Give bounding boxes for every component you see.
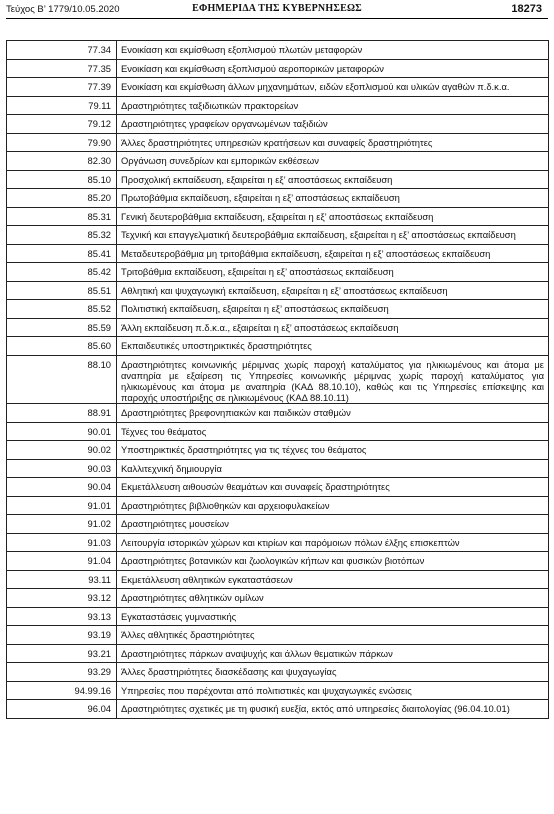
- activity-code: 85.52: [7, 300, 117, 319]
- activity-description: Δραστηριότητες μουσείων: [117, 515, 549, 534]
- activity-description: Άλλες δραστηριότητες υπηρεσιών κρατήσεων και συναφείς δραστηριότητες: [117, 133, 549, 152]
- table-row: [7, 552, 549, 571]
- activity-description: Δραστηριότητες σχετικές με τη φυσική ευεξία, εκτός από υπηρεσίες διαιτολογίας (96.04.10.01): [117, 700, 549, 719]
- table-row: [7, 422, 549, 441]
- activity-description: Μεταδευτεροβάθμια μη τριτοβάθμια εκπαίδευση, εξαιρείται η εξ’ αποστάσεως εκπαίδευση: [117, 244, 549, 263]
- activity-code: 88.10: [7, 355, 117, 404]
- activity-codes-table: [6, 40, 549, 719]
- table-row: [7, 626, 549, 645]
- table-row: [7, 570, 549, 589]
- activity-description: Πρωτοβάθμια εκπαίδευση, εξαιρείται η εξ’ αποστάσεως εκπαίδευση: [117, 189, 549, 208]
- activity-description: Δραστηριότητες βοτανικών και ζωολογικών κήπων και φυσικών βιοτόπων: [117, 552, 549, 571]
- activity-description: Δραστηριότητες ταξιδιωτικών πρακτορείων: [117, 96, 549, 115]
- table-row: [7, 152, 549, 171]
- activity-code: 93.19: [7, 626, 117, 645]
- table-row: [7, 663, 549, 682]
- issue-label: Τεύχος Β’ 1779/10.05.2020: [6, 4, 120, 15]
- activity-description: Εκμετάλλευση αθλητικών εγκαταστάσεων: [117, 570, 549, 589]
- activity-description: Δραστηριότητες κοινωνικής μέριμνας χωρίς παροχή καταλύματος για ηλικιωμένους και άτομα με αναπηρία με εξαίρεση τις Υπηρεσίες κοινωνικής μέριμνας χωρίς παροχή καταλύματος για ηλικιωμένους και άτομα με αναπηρία (ΚΑΔ 88.10.10), καθώς και τις Υπηρεσίες επίσκεψης και παροχής υποστήριξης σε ηλικιωμένους (ΚΑΔ 88.10.11): [117, 355, 549, 404]
- activity-code: 85.20: [7, 189, 117, 208]
- gazette-title: ΕΦΗΜΕΡΙΔΑ ΤΗΣ ΚΥΒΕΡΝΗΣΕΩΣ: [192, 3, 362, 14]
- activity-code: 85.32: [7, 226, 117, 245]
- activity-code: 79.12: [7, 115, 117, 134]
- activity-code: 93.12: [7, 589, 117, 608]
- table-row: [7, 207, 549, 226]
- activity-description: Τεχνική και επαγγελματική δευτεροβάθμια εκπαίδευση, εξαιρείται η εξ’ αποστάσεως εκπαίδευση: [117, 226, 549, 245]
- table-row: [7, 355, 549, 404]
- activity-description: Δραστηριότητες βιβλιοθηκών και αρχειοφυλακείων: [117, 496, 549, 515]
- activity-code: 91.03: [7, 533, 117, 552]
- activity-description: Λειτουργία ιστορικών χώρων και κτιρίων και παρόμοιων πόλων έλξης επισκεπτών: [117, 533, 549, 552]
- table-row: [7, 170, 549, 189]
- activity-code: 77.35: [7, 59, 117, 78]
- activity-description: Υπηρεσίες που παρέχονται από πολιτιστικές και ψυχαγωγικές ενώσεις: [117, 681, 549, 700]
- table-row: [7, 533, 549, 552]
- activity-code: 96.04: [7, 700, 117, 719]
- table-row: [7, 318, 549, 337]
- activity-description: Τέχνες του θεάματος: [117, 422, 549, 441]
- activity-description: Πολιτιστική εκπαίδευση, εξαιρείται η εξ’ αποστάσεως εκπαίδευση: [117, 300, 549, 319]
- table-row: [7, 133, 549, 152]
- activity-description: Οργάνωση συνεδρίων και εμπορικών εκθέσεων: [117, 152, 549, 171]
- activity-description: Δραστηριότητες πάρκων αναψυχής και άλλων θεματικών πάρκων: [117, 644, 549, 663]
- table-row: [7, 41, 549, 60]
- table-row: [7, 515, 549, 534]
- table-row: [7, 244, 549, 263]
- activity-code: 94.99.16: [7, 681, 117, 700]
- activity-code: 91.04: [7, 552, 117, 571]
- table-row: [7, 441, 549, 460]
- table-row: [7, 496, 549, 515]
- activity-description: Τριτοβάθμια εκπαίδευση, εξαιρείται η εξ’ αποστάσεως εκπαίδευση: [117, 263, 549, 282]
- activity-code: 79.90: [7, 133, 117, 152]
- activity-code: 90.03: [7, 459, 117, 478]
- activity-code: 79.11: [7, 96, 117, 115]
- activity-description: Καλλιτεχνική δημιουργία: [117, 459, 549, 478]
- page-number: 18273: [511, 3, 542, 15]
- activity-description: Άλλες αθλητικές δραστηριότητες: [117, 626, 549, 645]
- table-row: [7, 115, 549, 134]
- activity-code: 85.59: [7, 318, 117, 337]
- activity-description: Εκπαιδευτικές υποστηρικτικές δραστηριότητες: [117, 337, 549, 356]
- table-row: [7, 59, 549, 78]
- activity-description: Δραστηριότητες γραφείων οργανωμένων ταξιδιών: [117, 115, 549, 134]
- activity-code: 85.51: [7, 281, 117, 300]
- table-row: [7, 189, 549, 208]
- activity-code: 93.13: [7, 607, 117, 626]
- activity-description: Αθλητική και ψυχαγωγική εκπαίδευση, εξαιρείται η εξ’ αποστάσεως εκπαίδευση: [117, 281, 549, 300]
- table-row: [7, 337, 549, 356]
- activity-code: 88.91: [7, 404, 117, 423]
- activity-description: Άλλες δραστηριότητες διασκέδασης και ψυχαγωγίας: [117, 663, 549, 682]
- page-header: [0, 0, 554, 18]
- activity-description: Υποστηρικτικές δραστηριότητες για τις τέχνες του θεάματος: [117, 441, 549, 460]
- activity-code: 90.04: [7, 478, 117, 497]
- table-row: [7, 700, 549, 719]
- activity-description: Άλλη εκπαίδευση π.δ.κ.α., εξαιρείται η εξ’ αποστάσεως εκπαίδευση: [117, 318, 549, 337]
- table-row: [7, 300, 549, 319]
- activity-code: 85.31: [7, 207, 117, 226]
- table-body: [7, 41, 549, 719]
- activity-code: 85.60: [7, 337, 117, 356]
- table-row: [7, 404, 549, 423]
- activity-code: 77.34: [7, 41, 117, 60]
- activity-code: 90.02: [7, 441, 117, 460]
- table-row: [7, 226, 549, 245]
- activity-code: 85.42: [7, 263, 117, 282]
- table-row: [7, 681, 549, 700]
- table-row: [7, 607, 549, 626]
- activity-code: 90.01: [7, 422, 117, 441]
- activity-code: 85.10: [7, 170, 117, 189]
- activity-description: Δραστηριότητες αθλητικών ομίλων: [117, 589, 549, 608]
- activity-code: 93.11: [7, 570, 117, 589]
- activity-description: Ενοικίαση και εκμίσθωση εξοπλισμού πλωτών μεταφορών: [117, 41, 549, 60]
- table-row: [7, 96, 549, 115]
- header-rule: [6, 18, 548, 19]
- activity-code: 82.30: [7, 152, 117, 171]
- activity-code: 77.39: [7, 78, 117, 97]
- table-row: [7, 589, 549, 608]
- activity-code: 91.01: [7, 496, 117, 515]
- activity-code: 93.21: [7, 644, 117, 663]
- activity-code: 93.29: [7, 663, 117, 682]
- activity-description: Ενοικίαση και εκμίσθωση άλλων μηχανημάτων, ειδών εξοπλισμού και υλικών αγαθών π.δ.κ.α.: [117, 78, 549, 97]
- activity-description: Δραστηριότητες βρεφονηπιακών και παιδικών σταθμών: [117, 404, 549, 423]
- table-row: [7, 78, 549, 97]
- table-row: [7, 263, 549, 282]
- activity-description: Ενοικίαση και εκμίσθωση εξοπλισμού αεροπορικών μεταφορών: [117, 59, 549, 78]
- activity-description: Εκμετάλλευση αιθουσών θεαμάτων και συναφείς δραστηριότητες: [117, 478, 549, 497]
- table-row: [7, 459, 549, 478]
- activity-code: 85.41: [7, 244, 117, 263]
- table-row: [7, 281, 549, 300]
- activity-description: Εγκαταστάσεις γυμναστικής: [117, 607, 549, 626]
- activity-description: Προσχολική εκπαίδευση, εξαιρείται η εξ’ αποστάσεως εκπαίδευση: [117, 170, 549, 189]
- activity-code: 91.02: [7, 515, 117, 534]
- table-row: [7, 478, 549, 497]
- table-row: [7, 644, 549, 663]
- activity-description: Γενική δευτεροβάθμια εκπαίδευση, εξαιρείται η εξ’ αποστάσεως εκπαίδευση: [117, 207, 549, 226]
